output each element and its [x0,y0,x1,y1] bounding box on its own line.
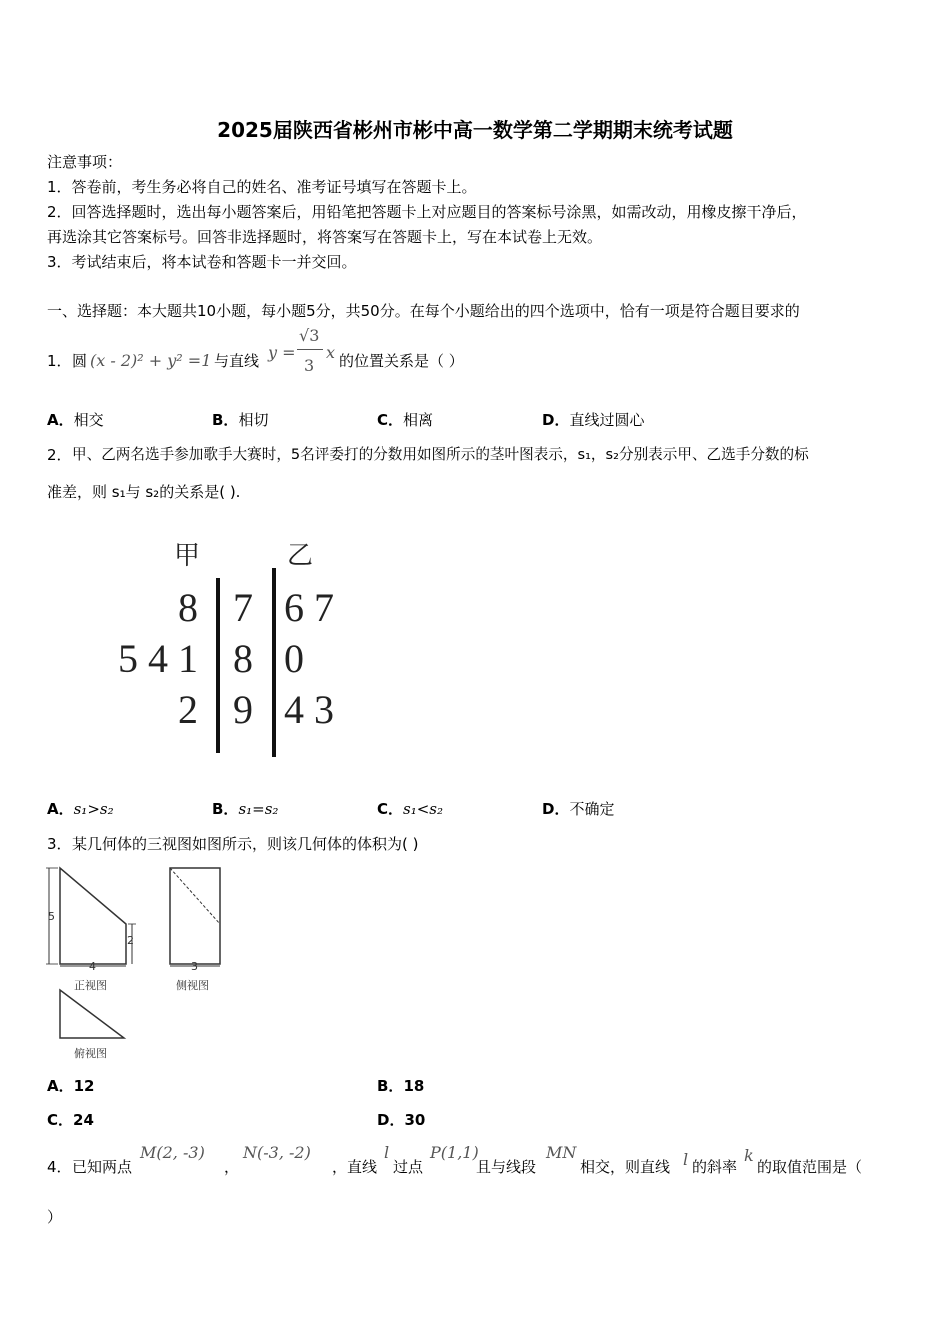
q1-option-a-text: 相交 [73,411,104,429]
notice-item-3: 3．考试结束后，将本试卷和答题卡一并交回。 [47,253,357,271]
notice-item-1: 1．答卷前，考生务必将自己的姓名、准考证号填写在答题卡上。 [47,178,477,196]
top-view-label: 俯视图 [74,1047,107,1060]
q2-option-b[interactable] [212,800,278,818]
q1-option-d-label: D． [542,411,570,429]
side-view [170,868,220,966]
side-dim-3: 3 [191,960,198,973]
q1-option-b-label: B． [212,411,239,429]
front-view-label: 正视图 [74,979,107,992]
q4-slope-k: k [744,1146,754,1165]
front-dim-5: 5 [48,910,55,923]
q1-option-b-text: 相切 [238,411,269,429]
q4-point-p: P(1,1) [430,1143,479,1162]
notice-heading: 注意事项： [47,153,123,171]
q2-line-2: 准差，则 s₁与 s₂的关系是( ). [47,483,241,501]
q3-option-c[interactable] [47,1111,94,1129]
q1-text-2: 与直线 [214,352,260,370]
q3-option-d[interactable] [377,1111,425,1129]
notice-item-2a: 2．回答选择题时，选出每小题答案后，用铅笔把答题卡上对应题目的答案标号涂黑，如需改动，用橡皮擦干净后， [47,203,807,221]
stem-leaf-stem-row3: 9 [233,687,253,732]
q1-denominator: 3 [304,356,315,375]
stem-leaf-stem-row1: 7 [233,585,253,630]
q3-option-a-text: 12 [73,1077,95,1095]
q1-line-x: x [326,343,336,362]
q3-option-a-label: A． [47,1077,74,1095]
q1-option-d[interactable] [542,411,644,429]
stem-leaf-left-leaves-row3: 2 [178,687,198,732]
top-view [60,990,124,1038]
stem-leaf-left-leaves-row2: 5 4 1 [118,636,198,681]
q2-option-a-label: A． [47,800,74,818]
section-heading: 一、选择题：本大题共10小题，每小题5分，共50分。在每个小题给出的四个选项中，恰有一项是符合题目要求的 [47,302,800,320]
q2-option-d-text: 不确定 [569,800,615,818]
q4-text-2: ，直线 [332,1158,378,1176]
q1-option-c[interactable] [377,411,433,429]
stem-leaf-right-leaves-row1: 6 7 [284,585,334,630]
q1-text-3: 的位置关系是（ ） [339,352,464,370]
q4-line-l-2: l [683,1150,689,1169]
stem-leaf-right-leaves-row2: 0 [284,636,304,681]
q3-option-a[interactable] [47,1077,94,1095]
q1-option-b[interactable] [212,411,268,429]
q1-option-a[interactable] [47,411,104,429]
q3-option-b-label: B． [377,1077,404,1095]
q3-option-d-label: D． [377,1111,405,1129]
q3-number: 3． [47,835,72,853]
q1-text-1: 圆 [72,352,88,370]
q4-text-6: 的斜率 [692,1158,738,1176]
q2-option-c[interactable] [377,800,443,818]
side-view-label: 侧视图 [176,979,209,992]
q1-number: 1． [47,352,72,370]
q4-point-m: M(2, -3) [140,1143,205,1162]
q1-circle-equation: (x - 2)² + y² =1 [90,351,212,370]
q2-number: 2． [47,446,72,464]
q4-text-1: 已知两点 [72,1158,133,1176]
q3-option-c-text: 24 [73,1111,94,1129]
q2-option-a[interactable] [47,800,114,818]
stem-leaf-right-divider [272,568,276,757]
q3-option-c-label: C． [47,1111,74,1129]
q4-text-7: 的取值范围是（ [757,1158,863,1176]
q1-option-a-label: A． [47,411,74,429]
q2-option-b-text: s₁=s₂ [238,800,279,818]
q2-option-b-label: B． [212,800,239,818]
q1-fraction-bar [297,349,323,350]
q4-comma: ， [224,1158,240,1176]
q4-text-5: 相交，则直线 [580,1158,671,1176]
three-views-figure [44,862,229,1062]
q3-option-b-text: 18 [403,1077,425,1095]
stem-leaf-header-yi: 乙 [287,541,314,571]
q3-option-b[interactable] [377,1077,424,1095]
stem-leaf-left-divider [216,578,220,753]
q2-option-d-label: D． [542,800,570,818]
stem-leaf-right-leaves-row3: 4 3 [284,687,334,732]
q4-text-3: 过点 [393,1158,424,1176]
page-title: 2025届陕西省彬州市彬中高一数学第二学期期末统考试题 [217,118,733,142]
q1-line-lhs: y = [268,343,296,362]
q2-option-c-label: C． [377,800,404,818]
stem-leaf-stem-row2: 8 [233,636,253,681]
q1-sqrt3: √3 [299,326,320,345]
notice-item-2b: 再选涂其它答案标号。回答非选择题时，将答案写在答题卡上，写在本试卷上无效。 [47,228,603,246]
front-dim-4: 4 [89,960,96,973]
stem-leaf-header-jia: 甲 [174,541,201,571]
q4-close: ） [47,1208,63,1226]
q1-option-d-text: 直线过圆心 [569,411,645,429]
q4-line-l-1: l [384,1143,390,1162]
q4-number: 4． [47,1158,72,1176]
q1-option-c-label: C． [377,411,404,429]
q3-option-d-text: 30 [404,1111,426,1129]
q2-line-1: 甲、乙两名选手参加歌手大赛时，5名评委打的分数用如图所示的茎叶图表示，s₁，s₂分别表示甲、乙选手分数的标 [72,446,809,463]
q4-segment-mn: MN [546,1143,577,1162]
q2-option-c-text: s₁<s₂ [403,800,444,818]
q3-text: 某几何体的三视图如图所示，则该几何体的体积为( ) [72,835,419,853]
q1-option-c-text: 相离 [403,411,434,429]
front-dim-2: 2 [127,934,134,947]
q2-option-d[interactable] [542,800,614,818]
stem-leaf-left-leaves-row1: 8 [178,585,198,630]
q4-point-n: N(-3, -2) [243,1143,311,1162]
front-view [46,868,136,966]
q4-text-4: 且与线段 [476,1158,537,1176]
q2-option-a-text: s₁>s₂ [73,800,114,818]
